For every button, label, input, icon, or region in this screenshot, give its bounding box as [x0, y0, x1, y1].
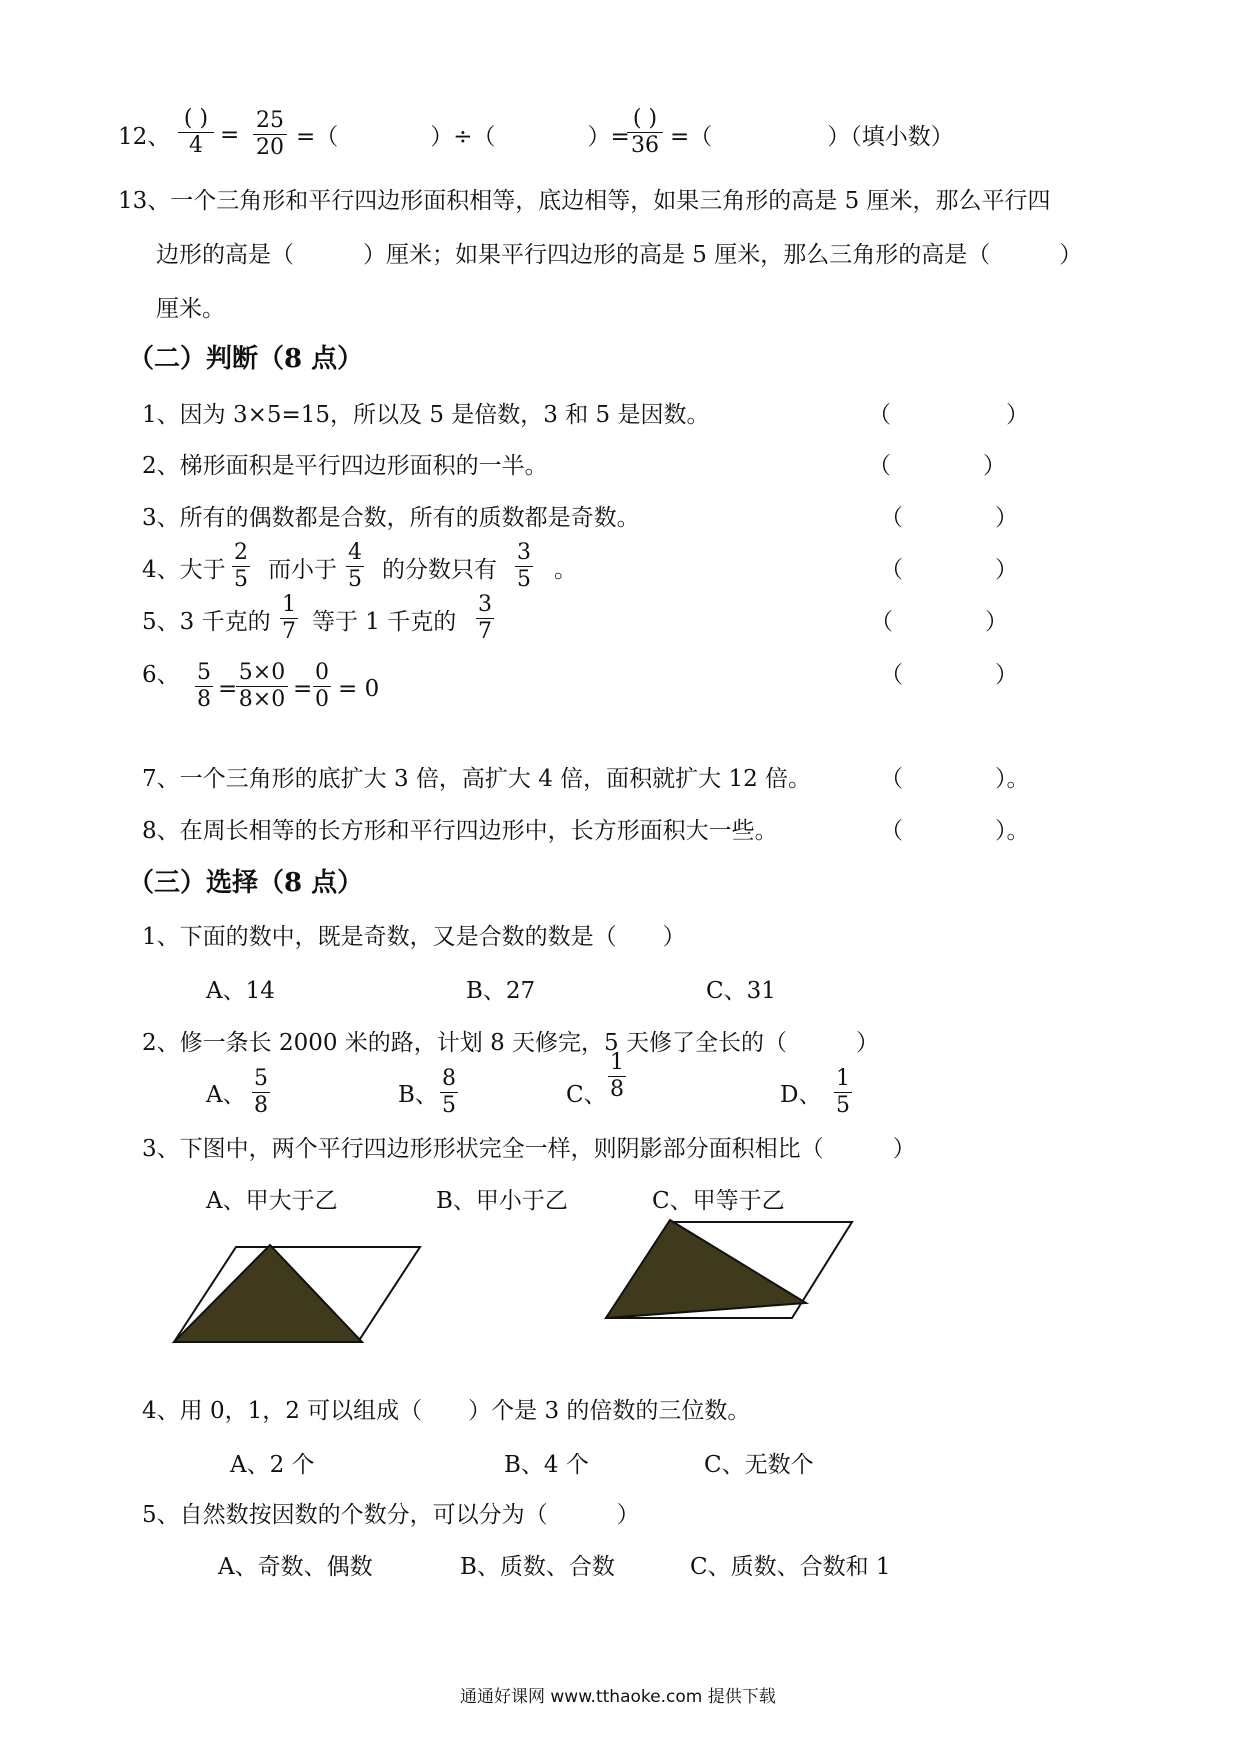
- q12-number: 12、: [118, 124, 171, 150]
- choice-q4-option-a: A、2 个: [230, 1452, 315, 1478]
- judge-q2-answer-blank: （ ）: [868, 453, 1006, 479]
- q13-line-2: 边形的高是（ ）厘米；如果平行四边形的高是 5 厘米，那么三角形的高是（ ）: [156, 242, 1083, 268]
- choice-q5-option-b: B、质数、合数: [460, 1554, 615, 1580]
- figure-jia: [174, 1245, 420, 1342]
- choice-q2-option-c-label: C、: [566, 1082, 607, 1108]
- choice-q4-option-c: C、无数个: [704, 1452, 814, 1478]
- section-3-title: （三）选择（8 点）: [128, 868, 364, 898]
- choice-q1-option-b: B、27: [466, 978, 536, 1004]
- q12-division-blanks: =（ ）÷（ ）=: [296, 124, 630, 150]
- choice-q2-option-d-label: D、: [780, 1082, 822, 1108]
- judge-q4-text-d: 。: [554, 557, 577, 583]
- judge-q5-fraction-2: 3 7: [478, 592, 492, 644]
- judge-q3: 3、所有的偶数都是合数，所有的质数都是奇数。: [142, 505, 640, 531]
- judge-q4-fraction-1: 2 5: [234, 540, 248, 592]
- judge-q6-result: = 0: [338, 676, 380, 702]
- judge-q5-fraction-1: 1 7: [282, 592, 296, 644]
- q12-fraction-3: ( ) 36: [624, 106, 666, 159]
- judge-q6-number: 6、: [142, 662, 180, 688]
- choice-q1-option-a: A、14: [206, 978, 275, 1004]
- choice-q4-option-b: B、4 个: [504, 1452, 589, 1478]
- choice-q3-option-a: A、甲大于乙: [206, 1188, 338, 1214]
- judge-q8: 8、在周长相等的长方形和平行四边形中，长方形面积大一些。: [142, 818, 778, 844]
- choice-q2-option-b-fraction: 8 5: [442, 1066, 456, 1118]
- choice-q2-option-c-fraction: 1 8: [610, 1050, 624, 1102]
- shaded-triangle-yi: [606, 1220, 806, 1318]
- choice-q2-option-b-label: B、: [398, 1082, 438, 1108]
- judge-q6-fraction-3: 0 0: [315, 660, 329, 712]
- footer-source-text: 通通好课网 www.tthaoke.com 提供下载: [460, 1687, 776, 1707]
- judge-q6-fraction-1: 5 8: [197, 660, 211, 712]
- choice-q1-option-c: C、31: [706, 978, 776, 1004]
- judge-q2: 2、梯形面积是平行四边形面积的一半。: [142, 453, 548, 479]
- q12-fraction-2: 25 20: [250, 108, 290, 161]
- q13-line-3: 厘米。: [156, 296, 225, 322]
- judge-q4-fraction-3: 3 5: [517, 540, 531, 592]
- judge-q6-equals-2: =: [293, 676, 313, 702]
- judge-q3-answer-blank: （ ）: [880, 505, 1018, 531]
- q12-fraction-1: ( ) 4: [175, 106, 217, 159]
- judge-q6-answer-blank: （ ）: [880, 662, 1018, 688]
- choice-q2-option-d-fraction: 1 5: [836, 1066, 850, 1118]
- judge-q7: 7、一个三角形的底扩大 3 倍，高扩大 4 倍，面积就扩大 12 倍。: [142, 766, 812, 792]
- q12-equals: =: [220, 122, 240, 148]
- figure-yi: [606, 1220, 852, 1318]
- choice-q2-option-a-label: A、: [206, 1082, 246, 1108]
- judge-q6-equals-1: =: [218, 676, 238, 702]
- judge-q1: 1、因为 3×5=15，所以及 5 是倍数，3 和 5 是因数。: [142, 402, 710, 428]
- judge-q5-text-a: 5、3 千克的: [142, 609, 271, 635]
- judge-q4-text-a: 4、大于: [142, 557, 226, 583]
- choice-q3-option-c: C、甲等于乙: [652, 1188, 785, 1214]
- choice-q2: 2、修一条长 2000 米的路，计划 8 天修完，5 天修了全长的（ ）: [142, 1030, 879, 1056]
- q12-decimal-blank: =（ ）（填小数）: [670, 124, 954, 150]
- section-2-title: （二）判断（8 点）: [128, 344, 364, 374]
- judge-q5-text-b: 等于 1 千克的: [312, 609, 457, 635]
- judge-q4-text-c: 的分数只有: [382, 557, 497, 583]
- choice-q5-option-c: C、质数、合数和 1: [690, 1554, 891, 1580]
- choice-q3-option-b: B、甲小于乙: [436, 1188, 568, 1214]
- choice-q4: 4、用 0，1，2 可以组成（ ）个是 3 的倍数的三位数。: [142, 1398, 751, 1424]
- judge-q4-fraction-2: 4 5: [348, 540, 362, 592]
- judge-q1-answer-blank: （ ）: [868, 402, 1029, 428]
- choice-q5-option-a: A、奇数、偶数: [218, 1554, 373, 1580]
- judge-q8-answer-blank: （ ）。: [880, 818, 1030, 844]
- judge-q6-fraction-2: 5×0 8×0: [234, 660, 290, 713]
- choice-q1: 1、下面的数中，既是奇数，又是合数的数是（ ）: [142, 924, 686, 950]
- judge-q7-answer-blank: （ ）。: [880, 766, 1030, 792]
- shaded-triangle-jia: [174, 1245, 362, 1342]
- q13-line-1: 13、一个三角形和平行四边形面积相等，底边相等，如果三角形的高是 5 厘米，那么平行四: [118, 188, 1051, 214]
- judge-q4-answer-blank: （ ）: [880, 557, 1018, 583]
- choice-q5: 5、自然数按因数的个数分，可以分为（ ）: [142, 1502, 640, 1528]
- choice-q3: 3、下图中，两个平行四边形形状完全一样，则阴影部分面积相比（ ）: [142, 1136, 916, 1162]
- judge-q5-answer-blank: （ ）: [870, 609, 1008, 635]
- judge-q4-text-b: 而小于: [268, 557, 337, 583]
- choice-q2-option-a-fraction: 5 8: [254, 1066, 268, 1118]
